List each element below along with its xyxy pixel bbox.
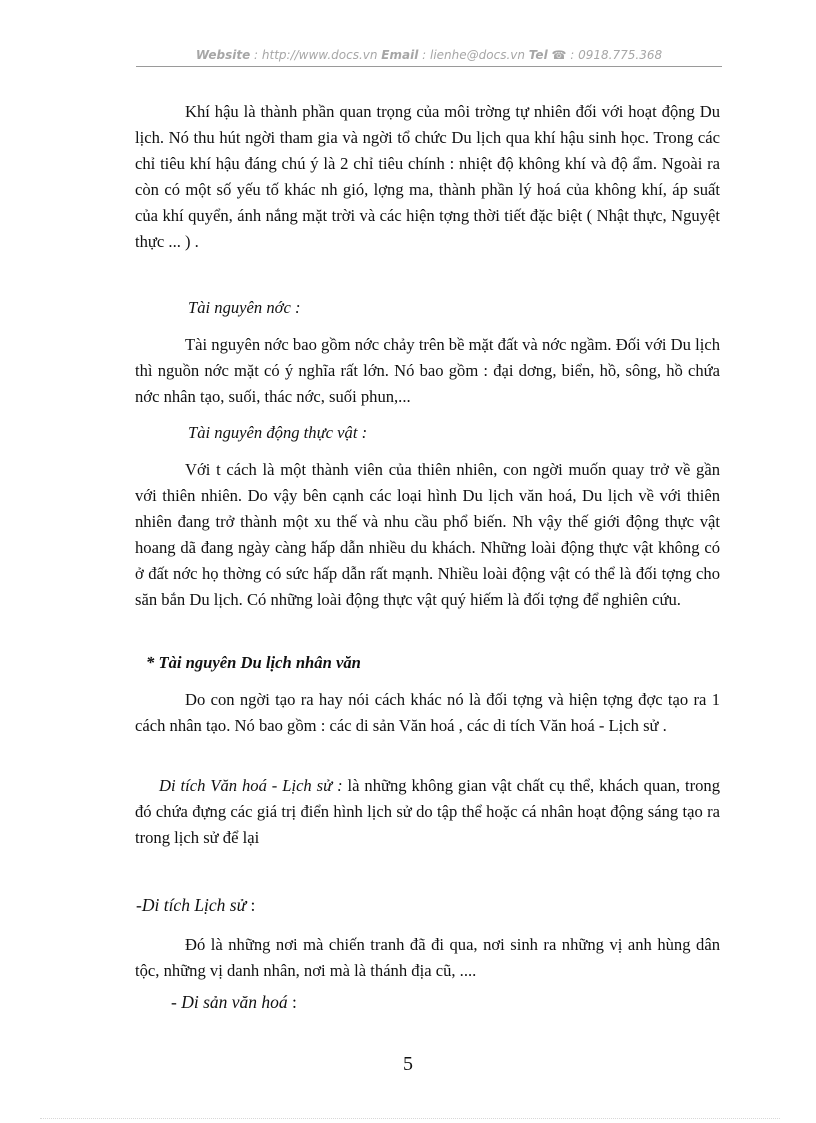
tel-label: Tel	[528, 48, 548, 62]
page-number: 5	[403, 1053, 413, 1075]
cultural-heritage-colon: :	[287, 992, 297, 1012]
heading-cultural-heritage	[171, 992, 297, 1013]
historic-sites-label: -Di tích Lịch sử	[136, 895, 247, 915]
paragraph-historic	[135, 932, 720, 984]
paragraph-flora-fauna-text: Với t cách là một thành viên của thiên nhiên, con ngời muốn quay trở về gần với thiên nhiên. Do vậy bên cạnh các loại hình Du lịch văn hoá, Du lịch về với thiên nhiên đang trở thành một xu thế và nhu cầu phổ biến. Nh vậy thế giới động thực vật hoang dã đang ngày càng hấp dẫn nhiều du khách. Những loài động thực vật không có ở đất nớc họ thờng có sức hấp dẫn rất mạnh. Nhiều loài động vật có thể là đối tợng cho săn bắn Du lịch. Có những loài động thực vật quý hiếm là đối tợng để nghiên cứu.	[135, 460, 720, 609]
paragraph-water-text: Tài nguyên nớc bao gồm nớc chảy trên bề mặt đất và nớc ngầm. Đối với Du lịch thì nguồn nớc mặt có ý nghĩa rất lớn. Nó bao gồm : đại dơng, biển, hồ, sông, hồ chứa nớc nhân tạo, suối, thác nớc, suối phun,...	[135, 335, 720, 406]
monuments-lead: Di tích Văn hoá - Lịch sử :	[159, 776, 343, 795]
paragraph-water	[135, 332, 720, 410]
tel-value: ☎ : 0918.775.368	[547, 48, 663, 62]
website-label: Website	[195, 48, 251, 62]
monuments-text: là những không gian vật chất cụ thể, khách quan, trong đó chứa đựng các giá trị điển hình lịch sử do tập thể hoặc cá nhân hoạt động sáng tạo ra trong lịch sử để lại	[135, 776, 720, 847]
email-value: : lienhe@docs.vn	[418, 48, 529, 62]
website-value: : http://www.docs.vn	[250, 48, 382, 62]
historic-sites-colon: :	[246, 895, 256, 915]
page-header	[136, 48, 722, 62]
paragraph-historic-text: Đó là những nơi mà chiến tranh đã đi qua, nơi sinh ra những vị anh hùng dân tộc, những vị danh nhân, nơi mà là thánh địa cũ, ....	[135, 935, 720, 980]
header-divider	[136, 66, 722, 67]
heading-flora-fauna: Tài nguyên động thực vật :	[188, 423, 368, 442]
paragraph-flora-fauna	[135, 457, 720, 613]
heading-water-resources: Tài nguyên nớc :	[188, 298, 301, 317]
heading-human-resources: * Tài nguyên Du lịch nhân văn	[146, 653, 361, 672]
paragraph-monuments	[135, 773, 720, 851]
paragraph-human-text: Do con ngời tạo ra hay nói cách khác nó là đối tợng và hiện tợng đợc tạo ra 1 cách nhân tạo. Nó bao gồm : các di sản Văn hoá , các di tích Văn hoá - Lịch sử .	[135, 690, 720, 735]
heading-historic-sites	[136, 895, 255, 916]
email-label: Email	[381, 48, 419, 62]
cultural-heritage-label: - Di sản văn hoá	[171, 992, 288, 1012]
paragraph-climate	[135, 99, 720, 255]
paragraph-climate-text: Khí hậu là thành phần quan trọng của môi trờng tự nhiên đối với hoạt động Du lịch. Nó thu hút ngời tham gia và ngời tổ chức Du lịch qua khí hậu sinh học. Trong các chỉ tiêu khí hậu đáng chú ý là 2 chỉ tiêu chính : nhiệt độ không khí và độ ẩm. Ngoài ra còn có một số yếu tố khác nh gió, lợng ma, thành phần lý hoá của không khí, áp suất của khí quyển, ánh nắng mặt trời và các hiện tợng thời tiết đặc biệt ( Nhật thực, Nguyệt thực ... ) .	[135, 102, 720, 251]
paragraph-human	[135, 687, 720, 739]
footer-divider	[40, 1118, 780, 1119]
